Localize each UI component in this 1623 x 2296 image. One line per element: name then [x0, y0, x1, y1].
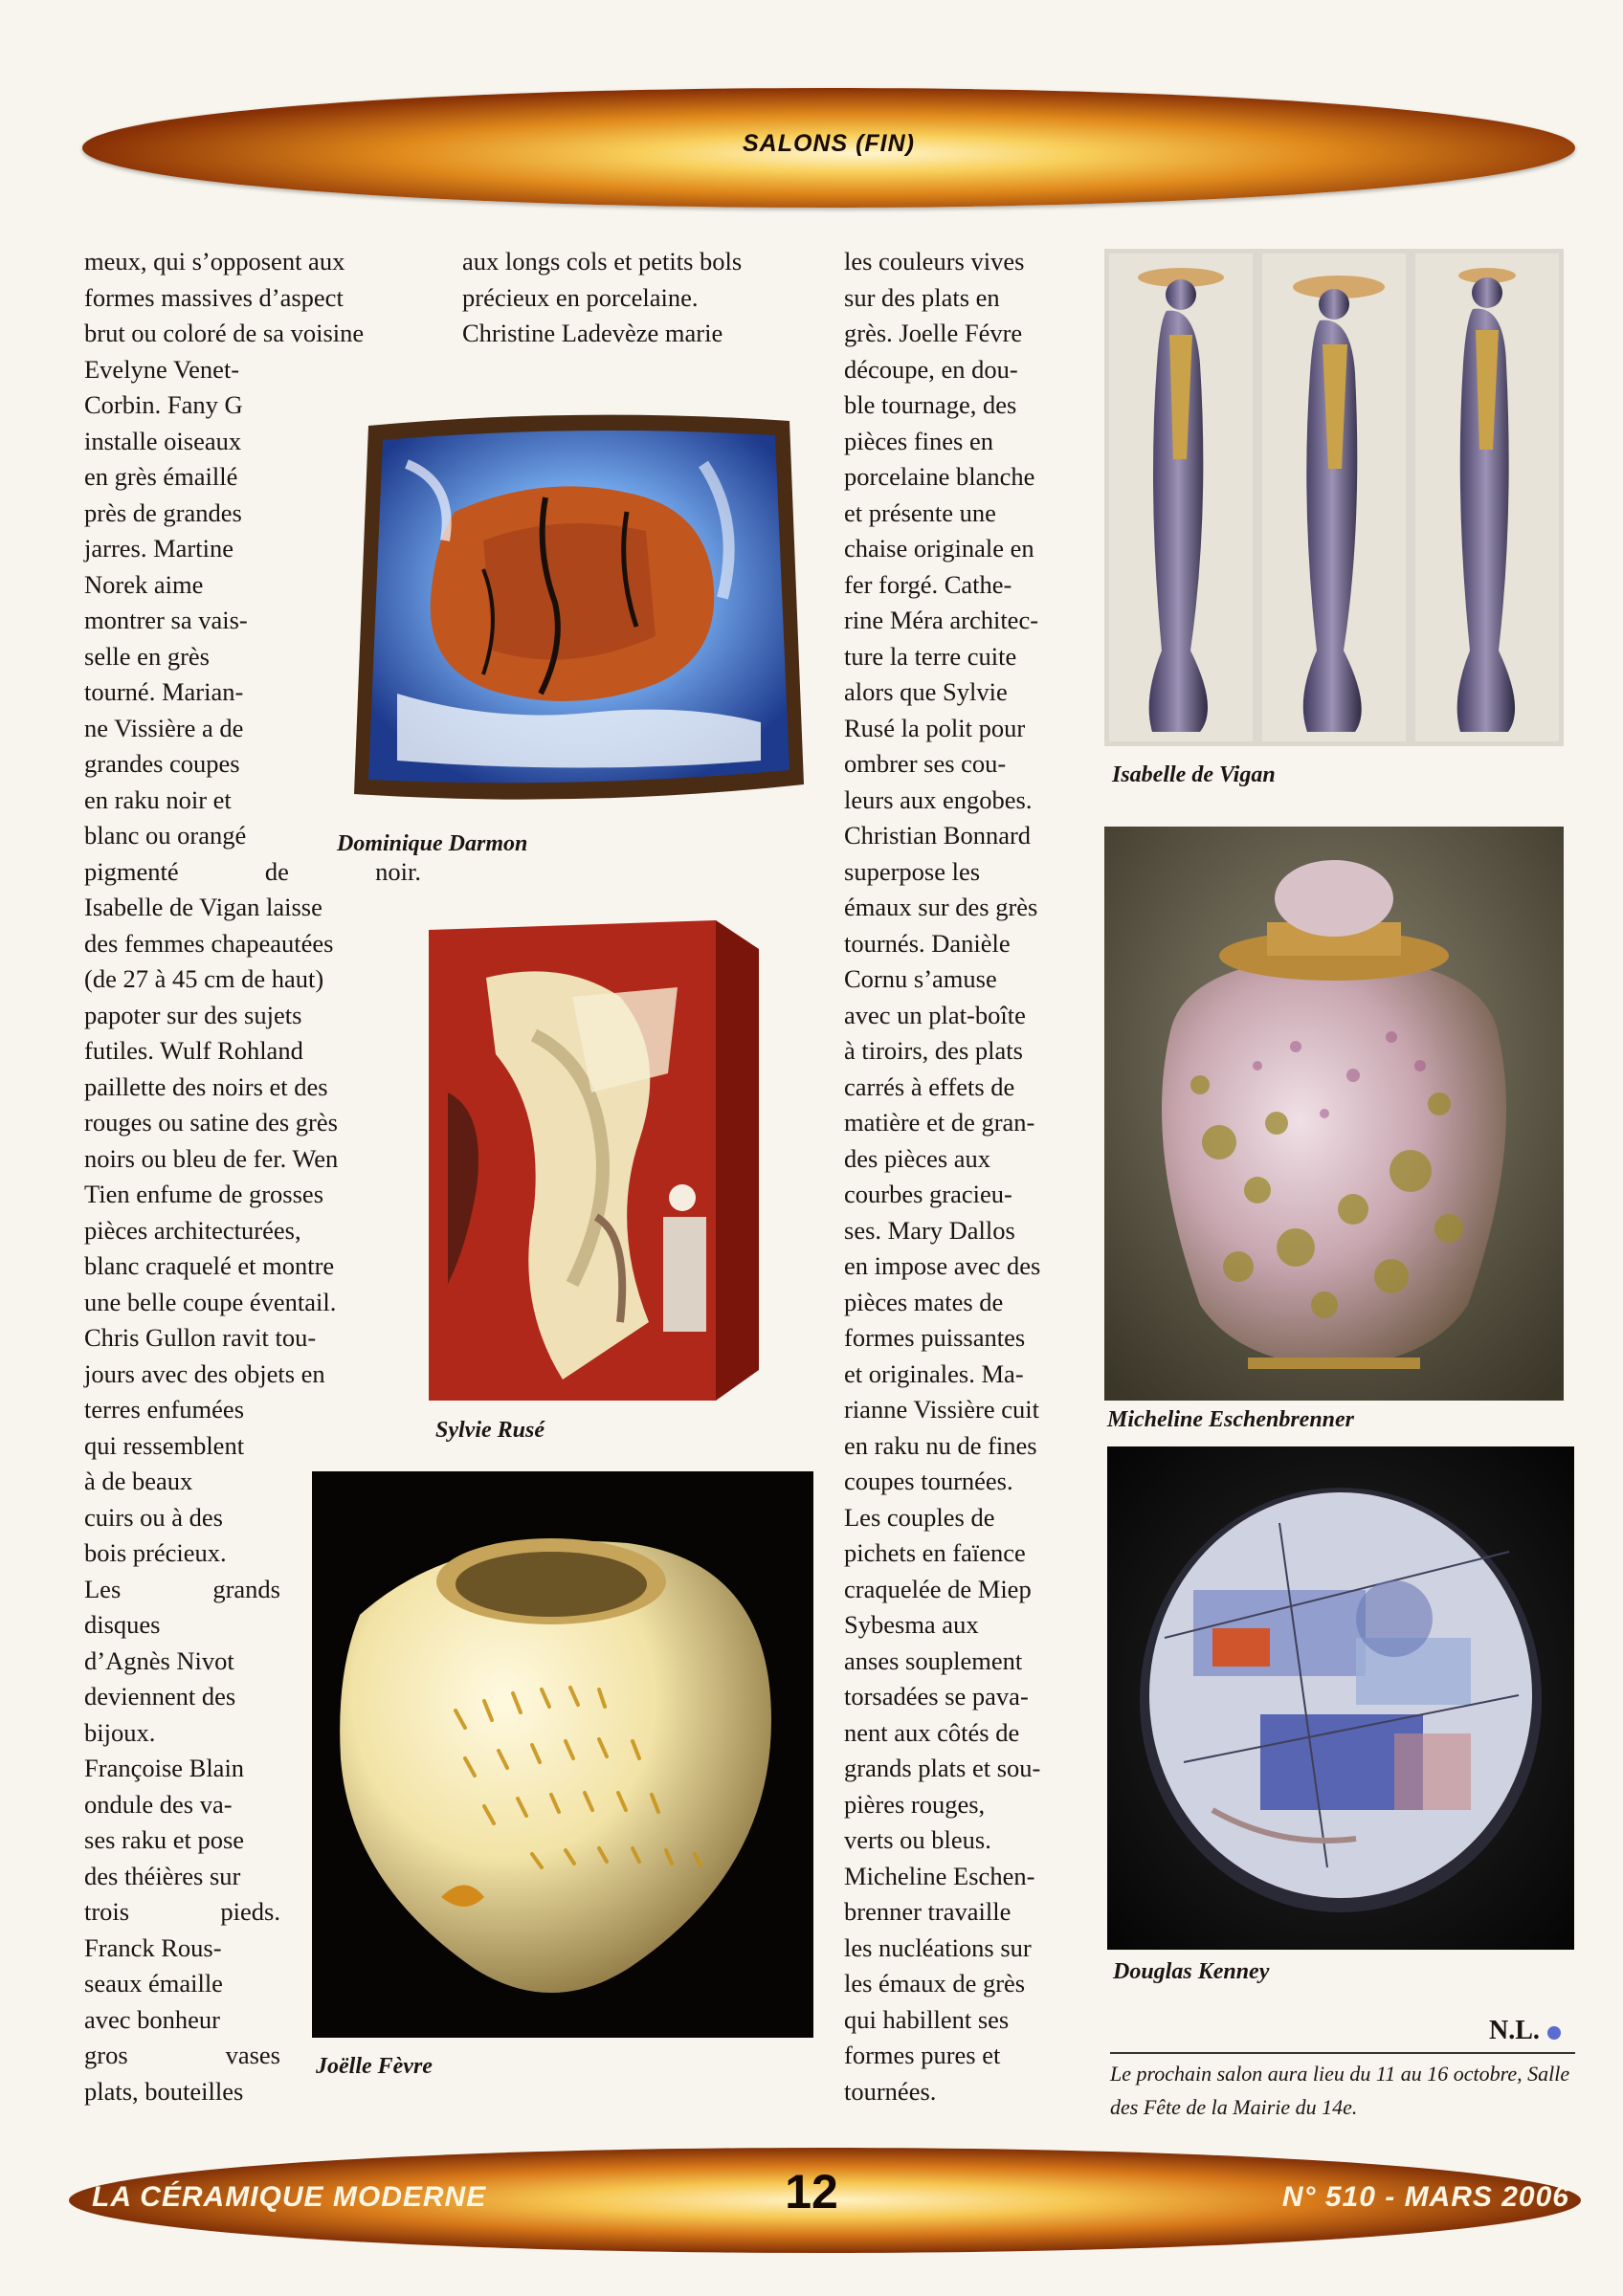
text-line: verts ou bleus.	[844, 1825, 991, 1854]
caption-fevre: Joëlle Fèvre	[316, 2054, 433, 2079]
text-line: ne Vissière a de	[84, 713, 244, 742]
text-line: alors que Sylvie	[844, 677, 1008, 706]
caption-vigan: Isabelle de Vigan	[1112, 762, 1276, 787]
text-line: pières rouges,	[844, 1789, 986, 1819]
text-line: jarres. Martine	[84, 534, 233, 563]
text-line: formes puissantes	[844, 1323, 1026, 1352]
text-line: selle en grès	[84, 641, 210, 671]
text-line: pièces fines en	[844, 426, 993, 455]
article-column-3	[844, 244, 1078, 2109]
text-line: Tien enfume de grosses	[84, 1180, 324, 1208]
text-line: courbes gracieu-	[844, 1180, 1012, 1208]
text-line: tournés. Danièle	[844, 928, 1011, 958]
text-line: chaise originale en	[844, 534, 1034, 563]
photo-eschenbrenner-jar	[1104, 827, 1564, 1401]
text-line: blanc craquelé et montre	[84, 1251, 335, 1280]
text-line: fer forgé. Cathe-	[844, 569, 1012, 599]
text-line: deviennent des	[84, 1682, 236, 1711]
text-line: d’Agnès Nivot	[84, 1645, 234, 1675]
text-line: Chris Gullon ravit tou-	[84, 1323, 317, 1352]
text-line: rianne Vissière cuit	[844, 1395, 1039, 1424]
text-line: des femmes chapeautées	[84, 928, 334, 958]
text-line: futiles. Wulf Rohland	[84, 1036, 303, 1065]
text-line: Evelyne Venet-	[84, 354, 240, 384]
text-line: Micheline Eschen-	[844, 1861, 1035, 1890]
text-line: formes pures et	[844, 2041, 1001, 2069]
text-line: brut ou coloré de sa voisine	[84, 319, 365, 347]
caption-kenney: Douglas Kenney	[1113, 1959, 1270, 1984]
text-line: pigmenté de noir.	[84, 856, 421, 886]
text-line: Cornu s’amuse	[844, 964, 997, 993]
page-number: 12	[785, 2165, 838, 2219]
text-line: torsadées se pava-	[844, 1682, 1029, 1711]
text-line: Corbin. Fany G	[84, 390, 243, 419]
text-line: précieux en porcelaine.	[462, 282, 699, 312]
text-line: ombrer ses cou-	[844, 749, 1007, 778]
text-line: meux, qui s’opposent aux	[84, 247, 345, 276]
text-line: formes massives d’aspect	[84, 282, 344, 312]
end-mark-icon	[1547, 2026, 1561, 2040]
text-line: papoter sur des sujets	[84, 1000, 302, 1029]
photo-darmon-plate	[340, 407, 813, 818]
text-line: brenner travaille	[844, 1897, 1012, 1926]
text-line: seaux émaille	[84, 1969, 223, 1998]
text-line: superpose les	[844, 856, 981, 886]
text-line: (de 27 à 45 cm de haut)	[84, 964, 324, 993]
header-banner	[82, 88, 1575, 208]
text-line: des théières sur	[84, 1861, 241, 1890]
text-line: leurs aux engobes.	[844, 784, 1033, 814]
photo-ruse-vase	[429, 920, 778, 1401]
text-line: découpe, en dou-	[844, 354, 1018, 384]
text-line: qui habillent ses	[844, 2004, 1010, 2034]
author-signature	[1489, 2016, 1561, 2046]
text-line: qui ressemblent	[84, 1430, 245, 1460]
text-line: avec bonheur	[84, 2004, 220, 2034]
text-line: matière et de gran-	[844, 1108, 1035, 1137]
text-line: Rusé la polit pour	[844, 713, 1026, 742]
text-line: et originales. Ma-	[844, 1358, 1024, 1388]
text-line: Christine Ladevèze marie	[462, 319, 723, 347]
text-line: près de grandes	[84, 497, 242, 527]
text-line: en raku nu de fines	[844, 1430, 1037, 1460]
photo-vigan-figures	[1104, 249, 1564, 746]
magazine-name: LA CÉRAMIQUE MODERNE	[92, 2181, 487, 2213]
text-line: une belle coupe éventail.	[84, 1287, 337, 1316]
text-line: noirs ou bleu de fer. Wen	[84, 1143, 339, 1173]
text-line: ondule des va-	[84, 1789, 233, 1819]
text-line: ses raku et pose	[84, 1825, 245, 1854]
text-line: craquelée de Miep	[844, 1574, 1032, 1603]
text-line: trois pieds.	[84, 1897, 280, 1926]
text-line: carrés à effets de	[844, 1071, 1015, 1101]
text-line: ture la terre cuite	[844, 641, 1017, 671]
text-line: ble tournage, des	[844, 390, 1017, 419]
text-line: anses souplement	[844, 1645, 1023, 1675]
text-line: avec un plat-boîte	[844, 1000, 1026, 1029]
photo-kenney-plate	[1107, 1446, 1574, 1950]
text-line: porcelaine blanche	[844, 462, 1035, 491]
text-line: grands plats et sou-	[844, 1754, 1041, 1782]
text-line: plats, bouteilles	[84, 2076, 244, 2106]
text-line: paillette des noirs et des	[84, 1071, 328, 1101]
text-line: à de beaux	[84, 1467, 193, 1495]
text-line: installe oiseaux	[84, 426, 242, 455]
text-line: aux longs cols et petits bols	[462, 247, 743, 276]
photo-fevre-bowl	[312, 1471, 813, 2038]
text-line: Les grands	[84, 1574, 280, 1603]
text-line: terres enfumées	[84, 1395, 245, 1424]
text-line: les nucléations sur	[844, 1932, 1032, 1962]
text-line: Franck Rous-	[84, 1932, 222, 1962]
text-line: tourné. Marian-	[84, 677, 244, 706]
text-line: tournées.	[844, 2076, 937, 2106]
text-line: et présente une	[844, 497, 996, 527]
text-line: rine Méra architec-	[844, 606, 1039, 634]
text-line: Christian Bonnard	[844, 821, 1032, 850]
text-line: coupes tournées.	[844, 1467, 1013, 1495]
text-line: blanc ou orangé	[84, 821, 247, 850]
issue-info: N° 510 - MARS 2006	[1281, 2181, 1569, 2213]
text-line: les émaux de grès	[844, 1969, 1026, 1998]
text-line: pièces mates de	[844, 1287, 1004, 1316]
next-salon-note: Le prochain salon aura lieu du 11 au 16 octobre, Salle des Fête de la Mairie du 14e.	[1110, 2062, 1570, 2119]
text-line: en raku noir et	[84, 784, 232, 814]
text-line: ses. Mary Dallos	[844, 1215, 1015, 1245]
text-line: émaux sur des grès	[844, 893, 1038, 921]
text-line: bijoux.	[84, 1717, 156, 1747]
text-line: jours avec des objets en	[84, 1358, 325, 1388]
text-line: sur des plats en	[844, 282, 1000, 312]
text-line: grandes coupes	[84, 749, 240, 778]
article-column-2	[462, 244, 813, 352]
text-line: disques	[84, 1610, 161, 1639]
text-line: en grès émaillé	[84, 462, 238, 491]
text-line: à tiroirs, des plats	[844, 1036, 1023, 1065]
signature-text: N.L.	[1489, 2016, 1540, 2045]
text-line: pièces architecturées,	[84, 1215, 301, 1245]
text-line: montrer sa vais-	[84, 606, 248, 634]
caption-ruse: Sylvie Rusé	[435, 1418, 545, 1443]
text-line: rouges ou satine des grès	[84, 1108, 338, 1137]
section-title: SALONS (FIN)	[742, 130, 916, 157]
text-line: Françoise Blain	[84, 1754, 245, 1782]
text-line: en impose avec des	[844, 1251, 1041, 1280]
text-line: grès. Joelle Févre	[844, 319, 1023, 347]
text-line: Sybesma aux	[844, 1610, 979, 1639]
text-line: les couleurs vives	[844, 247, 1025, 276]
divider	[1110, 2052, 1575, 2054]
text-line: cuirs ou à des	[84, 1502, 223, 1532]
text-line: Isabelle de Vigan laisse	[84, 893, 322, 921]
text-line: Norek aime	[84, 569, 204, 599]
caption-eschenbrenner: Micheline Eschenbrenner	[1107, 1407, 1355, 1432]
text-line: pichets en faïence	[844, 1538, 1026, 1567]
text-line: Les couples de	[844, 1502, 995, 1532]
caption-darmon: Dominique Darmon	[337, 831, 528, 856]
text-line: bois précieux.	[84, 1538, 227, 1567]
text-line: des pièces aux	[844, 1143, 991, 1173]
text-line: gros vases	[84, 2041, 280, 2069]
text-line: nent aux côtés de	[844, 1717, 1020, 1747]
